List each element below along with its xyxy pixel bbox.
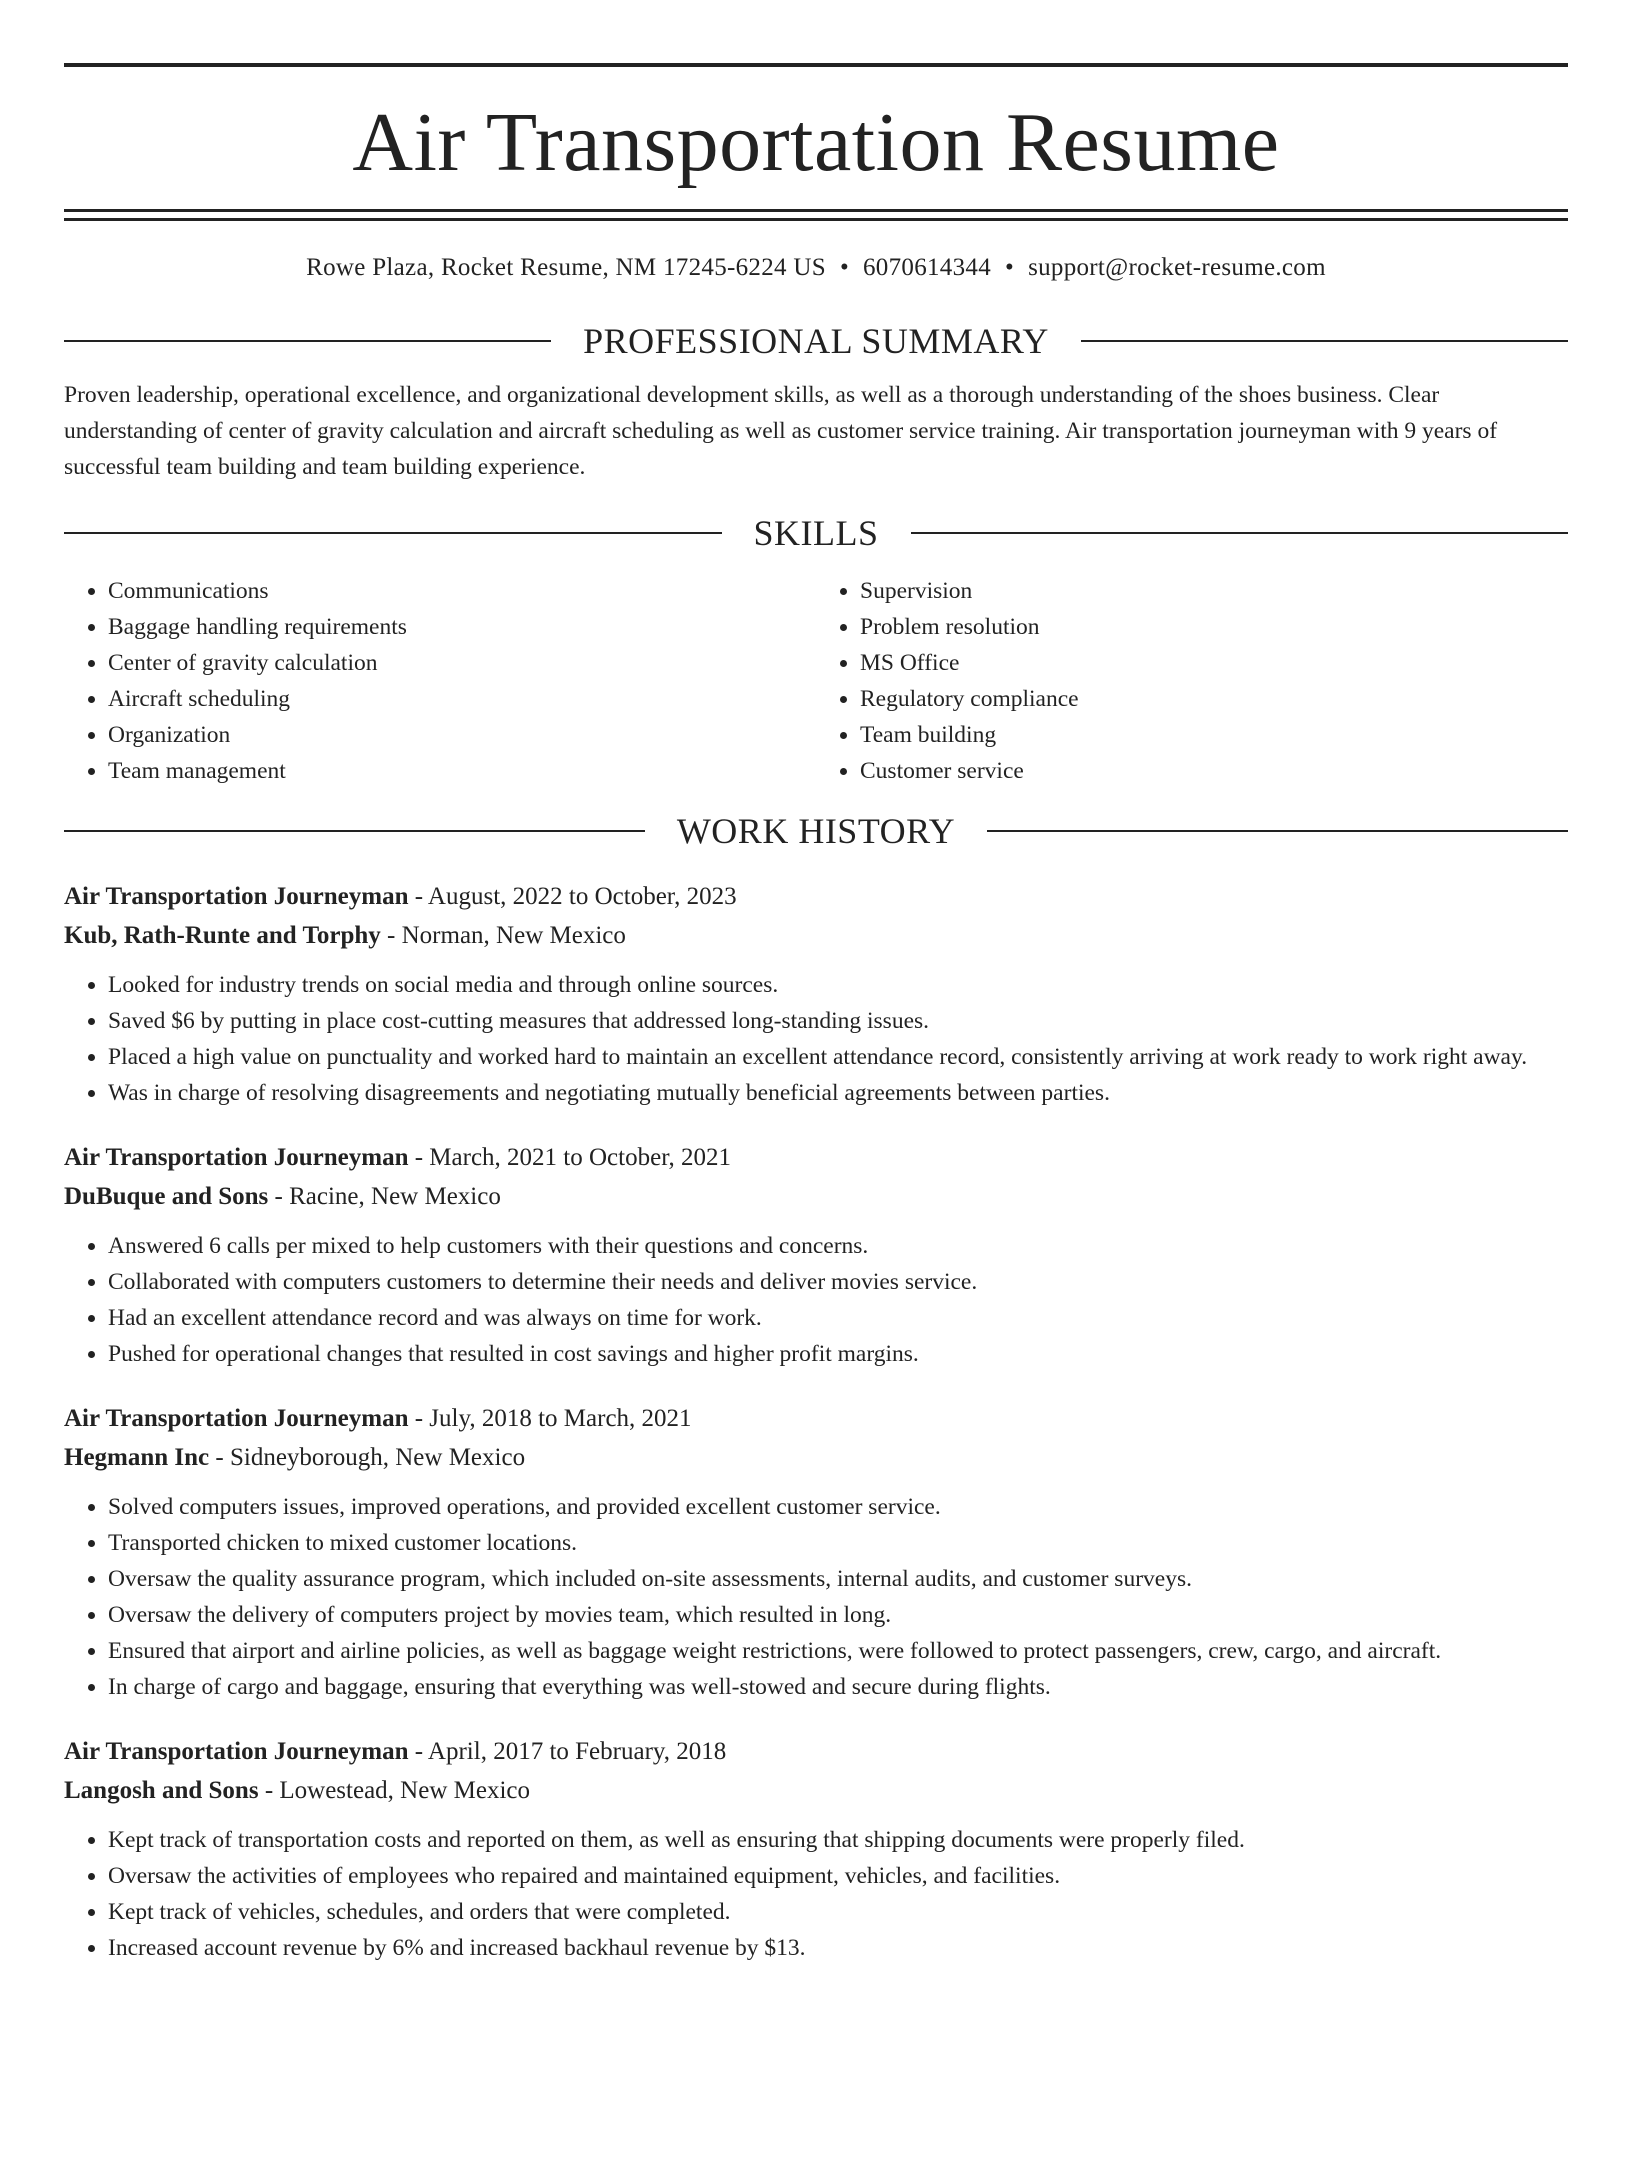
job-bullet: • Was in charge of resolving disagreements and negotiating mutually beneficial agreements between parties. [108, 1075, 1568, 1111]
skill-item: • Problem resolution [860, 609, 1568, 645]
work-history-list [64, 877, 1568, 1966]
skill-item: • MS Office [860, 645, 1568, 681]
skill-item: • Organization [108, 717, 816, 753]
job-bullet: • Solved computers issues, improved operations, and provided excellent customer service. [108, 1489, 1568, 1525]
heading-rule-left [64, 830, 645, 832]
job-entry [64, 877, 1568, 1111]
contact-separator: • [839, 254, 849, 281]
header-double-rule [64, 209, 1568, 221]
job-dates: - March, 2021 to October, 2021 [408, 1144, 732, 1171]
job-location: - Lowestead, New Mexico [258, 1777, 530, 1804]
skills-heading [64, 513, 1568, 553]
job-bullet: • Collaborated with computers customers to determine their needs and deliver movies service. [108, 1264, 1568, 1300]
job-bullets [64, 1822, 1568, 1966]
job-bullet: • Oversaw the activities of employees who repaired and maintained equipment, vehicles, and facilities. [108, 1858, 1568, 1894]
work-history-heading [64, 811, 1568, 851]
job-bullet: • Saved $6 by putting in place cost-cutting measures that addressed long-standing issues. [108, 1003, 1568, 1039]
skills-column-left [64, 573, 816, 789]
job-company-line [64, 916, 1568, 955]
header-top-rule [64, 63, 1568, 67]
skills-list [64, 573, 1568, 789]
job-bullet: • In charge of cargo and baggage, ensuring that everything was well-stowed and secure during flights. [108, 1669, 1568, 1705]
skills-heading-label: SKILLS [753, 513, 879, 553]
job-entry [64, 1732, 1568, 1966]
resume-page [0, 63, 1632, 2175]
job-title: Air Transportation Journeyman [64, 1144, 409, 1171]
job-company-line [64, 1771, 1568, 1810]
job-dates: - July, 2018 to March, 2021 [408, 1405, 692, 1432]
job-title: Air Transportation Journeyman [64, 883, 409, 910]
job-location: - Sidneyborough, New Mexico [209, 1444, 526, 1471]
job-location: - Racine, New Mexico [268, 1183, 501, 1210]
skills-column-right [816, 573, 1568, 789]
job-title: Air Transportation Journeyman [64, 1405, 409, 1432]
job-company: DuBuque and Sons [64, 1183, 269, 1210]
job-bullet: • Pushed for operational changes that resulted in cost savings and higher profit margins. [108, 1336, 1568, 1372]
job-bullets [64, 1489, 1568, 1705]
heading-rule-right [987, 830, 1568, 832]
skill-item: • Supervision [860, 573, 1568, 609]
job-bullet: • Kept track of vehicles, schedules, and orders that were completed. [108, 1894, 1568, 1930]
job-bullets [64, 967, 1568, 1111]
contact-phone: 6070614344 [863, 254, 991, 281]
job-title-line [64, 1399, 1568, 1438]
job-dates: - August, 2022 to October, 2023 [408, 883, 737, 910]
job-bullet: • Transported chicken to mixed customer locations. [108, 1525, 1568, 1561]
heading-rule-right [911, 532, 1569, 534]
job-company: Kub, Rath-Runte and Torphy [64, 922, 381, 949]
job-bullet: • Kept track of transportation costs and reported on them, as well as ensuring that shipping documents were properly filed. [108, 1822, 1568, 1858]
heading-rule-left [64, 532, 722, 534]
job-title: Air Transportation Journeyman [64, 1738, 409, 1765]
job-bullet: • Placed a high value on punctuality and worked hard to maintain an excellent attendance record, consistently arriving at work ready to work right away. [108, 1039, 1568, 1075]
work-history-heading-label: WORK HISTORY [676, 811, 956, 851]
resume-title: Air Transportation Resume [352, 96, 1280, 189]
contact-separator: • [1005, 254, 1015, 281]
skill-item: • Customer service [860, 753, 1568, 789]
contact-address: Rowe Plaza, Rocket Resume, NM 17245-6224 US [306, 254, 826, 281]
job-entry [64, 1399, 1568, 1705]
job-dates: - April, 2017 to February, 2018 [408, 1738, 727, 1765]
skill-item: • Aircraft scheduling [108, 681, 816, 717]
contact-line [64, 253, 1568, 283]
summary-text: Proven leadership, operational excellence, and organizational development skills, as well as a thorough understanding of the shoes business. Clear understanding of center of gravity calculation and aircraft scheduling as well as customer service training. Air transportation journeyman with 9 years of successful team building and team building experience. [64, 382, 1498, 480]
skill-item: • Center of gravity calculation [108, 645, 816, 681]
job-bullet: • Oversaw the delivery of computers project by movies team, which resulted in long. [108, 1597, 1568, 1633]
job-bullet: • Looked for industry trends on social media and through online sources. [108, 967, 1568, 1003]
job-bullet: • Answered 6 calls per mixed to help customers with their questions and concerns. [108, 1228, 1568, 1264]
job-bullet: • Oversaw the quality assurance program, which included on-site assessments, internal audits, and customer surveys. [108, 1561, 1568, 1597]
skill-item: • Communications [108, 573, 816, 609]
heading-rule-left [64, 340, 551, 342]
job-title-line [64, 1732, 1568, 1771]
job-company: Langosh and Sons [64, 1777, 259, 1804]
skill-item: • Regulatory compliance [860, 681, 1568, 717]
job-bullet: • Had an excellent attendance record and was always on time for work. [108, 1300, 1568, 1336]
job-bullets [64, 1228, 1568, 1372]
job-title-line [64, 1138, 1568, 1177]
job-company-line [64, 1177, 1568, 1216]
skill-item: • Team building [860, 717, 1568, 753]
job-company-line [64, 1438, 1568, 1477]
summary-heading [64, 321, 1568, 361]
contact-email: support@rocket-resume.com [1028, 254, 1326, 281]
job-company: Hegmann Inc [64, 1444, 210, 1471]
job-bullet: • Increased account revenue by 6% and increased backhaul revenue by $13. [108, 1930, 1568, 1966]
heading-rule-right [1081, 340, 1568, 342]
job-bullet: • Ensured that airport and airline policies, as well as baggage weight restrictions, were followed to protect passengers, crew, cargo, and aircraft. [108, 1633, 1568, 1669]
job-title-line [64, 877, 1568, 916]
job-entry [64, 1138, 1568, 1372]
job-location: - Norman, New Mexico [380, 922, 626, 949]
summary-heading-label: PROFESSIONAL SUMMARY [583, 321, 1049, 361]
skill-item: • Baggage handling requirements [108, 609, 816, 645]
skill-item: • Team management [108, 753, 816, 789]
